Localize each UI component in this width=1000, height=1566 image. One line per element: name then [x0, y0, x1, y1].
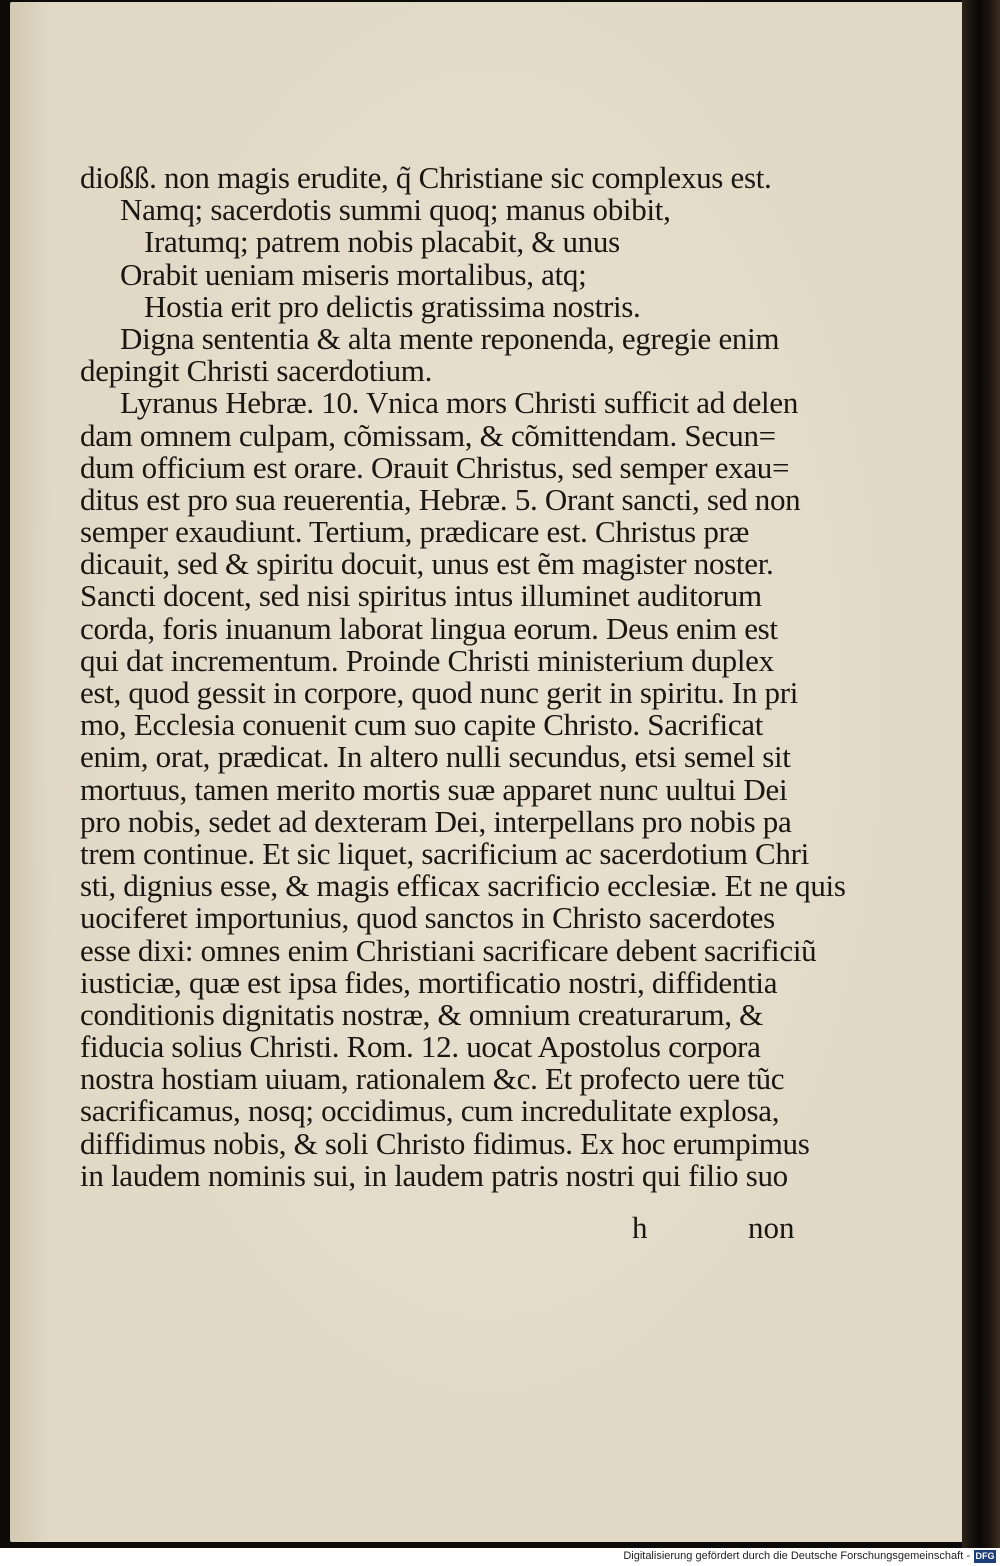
text-line: pro nobis, sedet ad dexteram Dei, interpellans pro nobis pa	[80, 803, 792, 839]
text-line: corda, foris inuanum laborat lingua eorum. Deus enim est	[80, 610, 778, 646]
text-line: fiducia solius Christi. Rom. 12. uocat Apostolus corpora	[80, 1029, 761, 1065]
text-line: depingit Christi sacerdotium.	[80, 353, 433, 389]
text-line: dum officium est orare. Orauit Christus, sed semper exau=	[80, 449, 790, 485]
text-line: conditionis dignitatis nostræ, & omnium creaturarum, &	[80, 996, 763, 1032]
funding-credit: Digitalisierung gefördert durch die Deutsche Forschungsgemeinschaft -	[623, 1550, 970, 1562]
text-line: mortuus, tamen merito mortis suæ apparet nunc uultui Dei	[80, 771, 788, 807]
text-line: mo, Ecclesia conuenit cum suo capite Christo. Sacrificat	[80, 707, 764, 743]
text-line: dicauit, sed & spiritu docuit, unus est ẽm magister noster.	[80, 546, 774, 582]
text-line: Iratumq; patrem nobis placabit, & unus	[144, 224, 620, 260]
text-line: Orabit ueniam miseris mortalibus, atq;	[120, 256, 587, 292]
text-line: uociferet importunius, quod sanctos in Christo sacerdotes	[80, 900, 775, 936]
text-line: nostra hostiam uiuam, rationalem &c. Et profecto uere tũc	[80, 1061, 785, 1097]
text-line: qui dat incrementum. Proinde Christi ministerium duplex	[80, 642, 774, 678]
text-line: Hostia erit pro delictis gratissima nostris.	[144, 288, 641, 324]
text-line: ditus est pro sua reuerentia, Hebræ. 5. Orant sancti, sed non	[80, 481, 801, 517]
book-spine-shadow	[962, 0, 1000, 1548]
body-text	[80, 160, 846, 1193]
text-line: trem continue. Et sic liquet, sacrificium ac sacerdotium Chri	[80, 835, 809, 871]
text-line: esse dixi: omnes enim Christiani sacrificare debent sacrificiũ	[80, 932, 817, 968]
text-line: Sancti docent, sed nisi spiritus intus illuminet auditorum	[80, 578, 762, 614]
text-line: enim, orat, prædicat. In altero nulli secundus, etsi semel sit	[80, 739, 791, 775]
catchword: non	[748, 1210, 795, 1245]
text-line: semper exaudiunt. Tertium, prædicare est. Christus præ	[80, 514, 749, 550]
text-line: iusticiæ, quæ est ipsa fides, mortificatio nostri, diffidentia	[80, 964, 778, 1000]
text-line: Lyranus Hebræ. 10. Vnica mors Christi sufficit ad delen	[120, 385, 799, 421]
dfg-logo-icon: DFG	[975, 1551, 995, 1561]
text-line: sacrificamus, nosq; occidimus, cum incredulitate explosa,	[80, 1093, 780, 1129]
text-line: dioßß. non magis erudite, q̃ Christiane sic complexus est.	[80, 160, 772, 195]
text-line: in laudem nominis sui, in laudem patris nostri qui filio suo	[80, 1157, 788, 1193]
text-line: Digna sententia & alta mente reponenda, egregie enim	[120, 320, 780, 356]
text-line: sti, dignius esse, & magis efficax sacrificio ecclesiæ. Et ne quis	[80, 868, 846, 904]
text-line: Namq; sacerdotis summi quoq; manus obibit,	[120, 192, 671, 228]
text-line: dam omnem culpam, cõmissam, & cõmittendam. Secun=	[80, 417, 776, 453]
text-line: est, quod gessit in corpore, quod nunc gerit in spiritu. In pri	[80, 675, 799, 710]
text-line: diffidimus nobis, & soli Christo fidimus. Ex hoc erumpimus	[80, 1125, 810, 1161]
paper-page	[10, 2, 968, 1542]
signature-mark: h	[632, 1210, 648, 1245]
